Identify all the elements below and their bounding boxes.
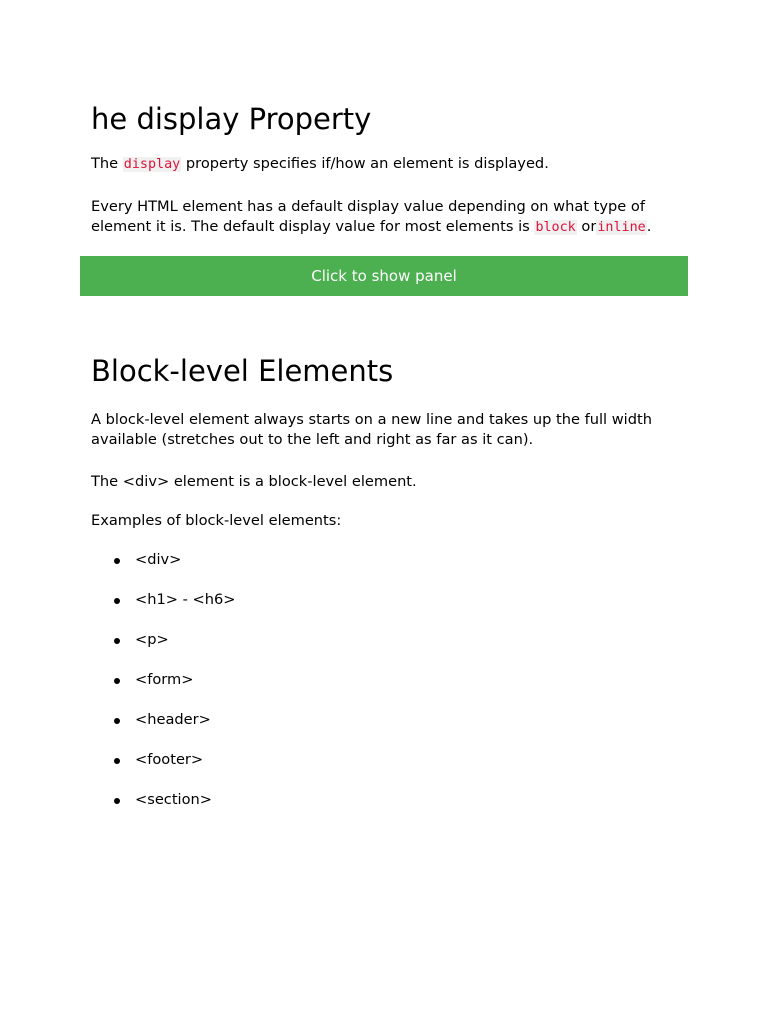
- list-item-text: <header>: [135, 711, 211, 728]
- display-code: display: [123, 157, 181, 172]
- div-block-paragraph: The <div> element is a block-level element.: [91, 473, 417, 490]
- display-intro-text-before: The: [91, 155, 123, 172]
- list-item-text: <h1> - <h6>: [135, 591, 236, 608]
- list-item: [91, 750, 236, 790]
- bullet-icon: [114, 758, 120, 764]
- list-item: [91, 670, 236, 710]
- block-code: block: [535, 220, 576, 235]
- show-panel-button[interactable]: Click to show panel: [80, 256, 688, 296]
- bullet-icon: [114, 598, 120, 604]
- bullet-icon: [114, 558, 120, 564]
- bullet-icon: [114, 638, 120, 644]
- bullet-icon: [114, 678, 120, 684]
- block-level-description-line-2: available (stretches out to the left and right as far as it can).: [91, 431, 534, 448]
- bullet-icon: [114, 718, 120, 724]
- list-item: [91, 550, 236, 590]
- bullet-icon: [114, 798, 120, 804]
- default-display-paragraph: [91, 197, 691, 238]
- inline-code: inline: [597, 220, 646, 235]
- list-item-text: <div>: [135, 551, 182, 568]
- display-intro-paragraph: [91, 154, 691, 175]
- list-item: [91, 710, 236, 750]
- default-display-line-1: Every HTML element has a default display value depending on what type of: [91, 198, 645, 215]
- list-item-text: <footer>: [135, 751, 204, 768]
- list-item: [91, 790, 236, 830]
- block-level-description-line-1: A block-level element always starts on a new line and takes up the full width: [91, 411, 652, 428]
- list-item: [91, 630, 236, 670]
- display-property-heading: he display Property: [91, 102, 372, 136]
- list-item: [91, 590, 236, 630]
- list-item-text: <section>: [135, 791, 213, 808]
- default-display-period: .: [646, 218, 652, 235]
- block-level-heading: Block-level Elements: [91, 354, 394, 388]
- list-item-text: <form>: [135, 671, 194, 688]
- list-item-text: <p>: [135, 631, 169, 648]
- default-display-line-2: element it is. The default display value for most elements is: [91, 218, 535, 235]
- examples-intro-paragraph: Examples of block-level elements:: [91, 512, 342, 529]
- default-display-or: or: [576, 218, 597, 235]
- block-level-description: [91, 410, 691, 450]
- block-elements-list: [91, 550, 236, 830]
- display-intro-text-after: property specifies if/how an element is displayed.: [181, 155, 549, 172]
